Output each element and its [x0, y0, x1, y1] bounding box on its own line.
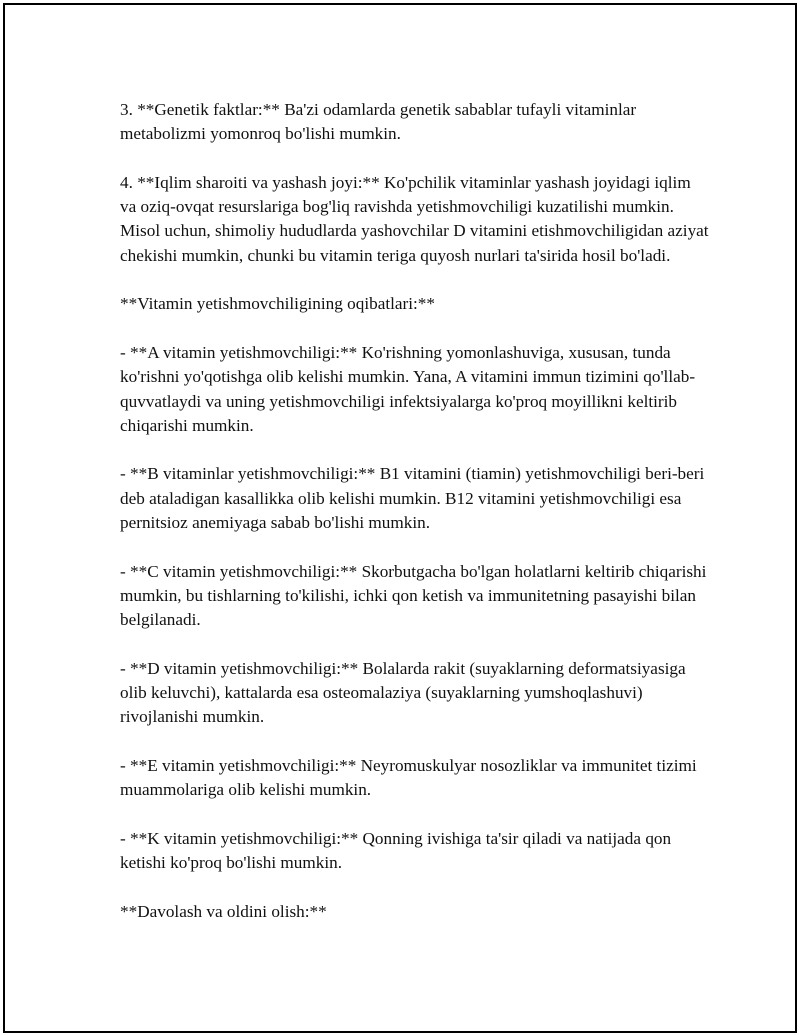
document-body: [120, 98, 710, 924]
list-item-vitamin-a: - **A vitamin yetishmovchiligi:** Ko'rishning yomonlashuviga, xususan, tunda ko'rishni yo'qotishga olib kelishi mumkin. Yana, A vitamini immun tizimini qo'llab-quvvatlaydi va uning yetishmovchiligi infektsiyalarga ko'proq moyillikni keltirib chiqarishi mumkin.: [120, 342, 696, 435]
list-item-vitamin-e: - **E vitamin yetishmovchiligi:** Neyromuskulyar nosozliklar va immunitet tizimi muammolariga olib kelishi mumkin.: [120, 756, 697, 800]
list-item-vitamin-c: - **C vitamin yetishmovchiligi:** Skorbutgacha bo'lgan holatlarni keltirib chiqarishi mumkin, bu tishlarning to'kilishi, ichki qon ketish va immunitetning pasayishi bilan belgilanadi.: [120, 561, 707, 630]
document-page: [3, 3, 797, 1033]
paragraph-climate-and-residence: 4. **Iqlim sharoiti va yashash joyi:** Ko'pchilik vitaminlar yashash joyidagi iqlim va oziq-ovqat resurslariga bog'liq ravishda yetishmovchiligi kuzatilishi mumkin. Misol uchun, shimoliy hududlarda yashovchilar D vitamini etishmovchiligidan aziyat chekishi mumkin, chunki bu vitamin teriga quyosh nurlari ta'sirida hosil bo'ladi.: [120, 172, 709, 265]
list-item-vitamin-k: - **K vitamin yetishmovchiligi:** Qonning ivishiga ta'sir qiladi va natijada qon ketishi ko'proq bo'lishi mumkin.: [120, 828, 672, 873]
heading-treatment-and-prevention: **Davolash va oldini olish:**: [120, 901, 327, 921]
heading-consequences: **Vitamin yetishmovchiligining oqibatlari:**: [120, 294, 435, 314]
list-item-vitamin-d: - **D vitamin yetishmovchiligi:** Bolalarda rakit (suyaklarning deformatsiyasiga olib keluvchi), kattalarda esa osteomalaziya (suyaklarning yumshoqlashuvi) rivojlanishi mumkin.: [120, 658, 686, 727]
list-item-vitamin-b: - **B vitaminlar yetishmovchiligi:** B1 vitamini (tiamin) yetishmovchiligi beri-beri deb ataladigan kasallikka olib kelishi mumkin. B12 vitamini yetishmovchiligi esa pernitsioz anemiyaga sabab bo'lishi mumkin.: [120, 464, 705, 533]
paragraph-genetic-factors: 3. **Genetik faktlar:** Ba'zi odamlarda genetik sabablar tufayli vitaminlar metabolizmi yomonroq bo'lishi mumkin.: [120, 100, 637, 144]
